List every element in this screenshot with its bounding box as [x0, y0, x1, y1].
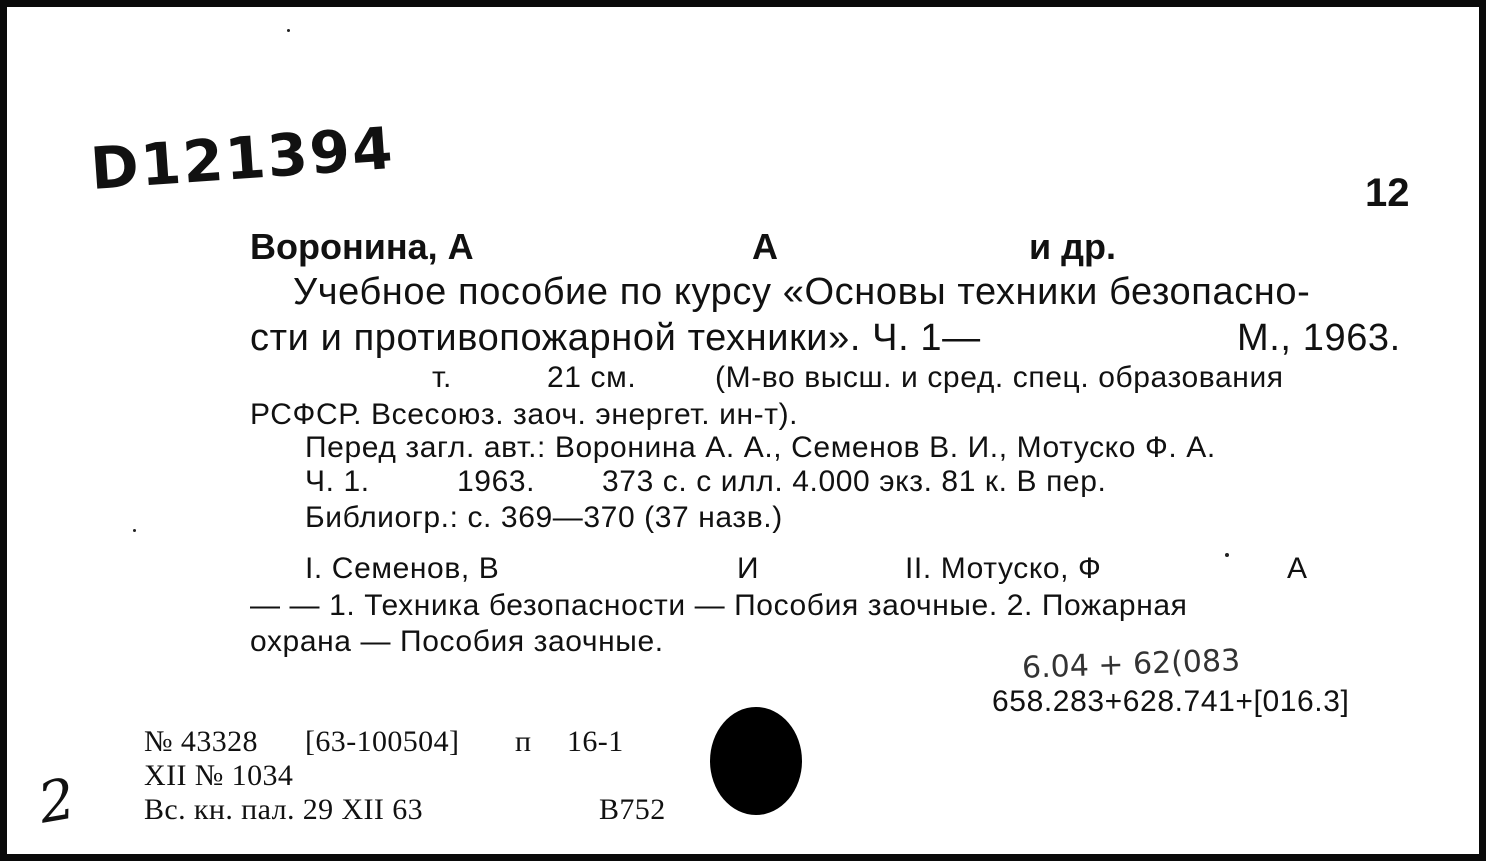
ink-speck: [1225, 553, 1229, 557]
author-et-al: и др.: [1029, 226, 1116, 267]
author-initial: А: [752, 226, 778, 267]
physical-description: 373 с. с илл. 4.000 экз. 81 к. В пер.: [602, 465, 1107, 498]
registration-number: XII № 1034: [144, 759, 294, 792]
added-entry-2-initial: А: [1287, 552, 1308, 585]
part-label: Ч. 1.: [305, 465, 370, 498]
handwritten-call-number: D121394: [88, 113, 397, 203]
size-label: 21 см.: [547, 361, 637, 394]
margin-handwritten-mark: 2: [33, 766, 81, 837]
volume-label: т.: [432, 361, 452, 394]
order-number: № 43328: [144, 725, 258, 758]
print-code: В752: [599, 793, 666, 826]
punch-hole: [710, 707, 802, 815]
added-entry-2: II. Мотуско, Ф: [905, 552, 1102, 585]
chamber-date: Вс. кн. пал. 29 XII 63: [144, 793, 424, 826]
added-entry-1-initial: И: [737, 552, 760, 585]
title-line-1: Учебное пособие по курсу «Основы техники безопасно-: [293, 271, 1311, 313]
ink-speck: [133, 529, 136, 532]
publisher-line-2: РСФСР. Всесоюз. заоч. энергет. ин-т).: [250, 398, 799, 431]
added-entry-1: I. Семенов, В: [305, 552, 500, 585]
author-surname: Воронина, А: [250, 226, 474, 267]
udc-classification: 658.283+628.741+[016.3]: [992, 685, 1350, 718]
subject-headings-line-1: — — 1. Техника безопасности — Пособия заочные. 2. Пожарная: [250, 589, 1188, 622]
bibliography-note: Библиогр.: с. 369—370 (37 назв.): [305, 501, 783, 534]
authors-note: Перед загл. авт.: Воронина А. А., Семенов В. И., Мотуско Ф. А.: [305, 431, 1216, 464]
ink-speck: [287, 29, 290, 32]
title-line-2: сти и противопожарной техники». Ч. 1—: [250, 317, 981, 359]
record-sheet: 16-1: [567, 725, 624, 758]
publisher-line-1: (М-во высш. и сред. спец. образования: [715, 361, 1284, 394]
card-number: 12: [1365, 171, 1410, 215]
part-year: 1963.: [457, 465, 536, 498]
record-type: п: [515, 725, 532, 758]
handwritten-classification: 6.04 + 62(083: [1021, 643, 1241, 686]
publication-place-year: М., 1963.: [1237, 317, 1401, 359]
subject-headings-line-2: охрана — Пособия заочные.: [250, 625, 664, 658]
record-code: [63-100504]: [305, 725, 460, 758]
